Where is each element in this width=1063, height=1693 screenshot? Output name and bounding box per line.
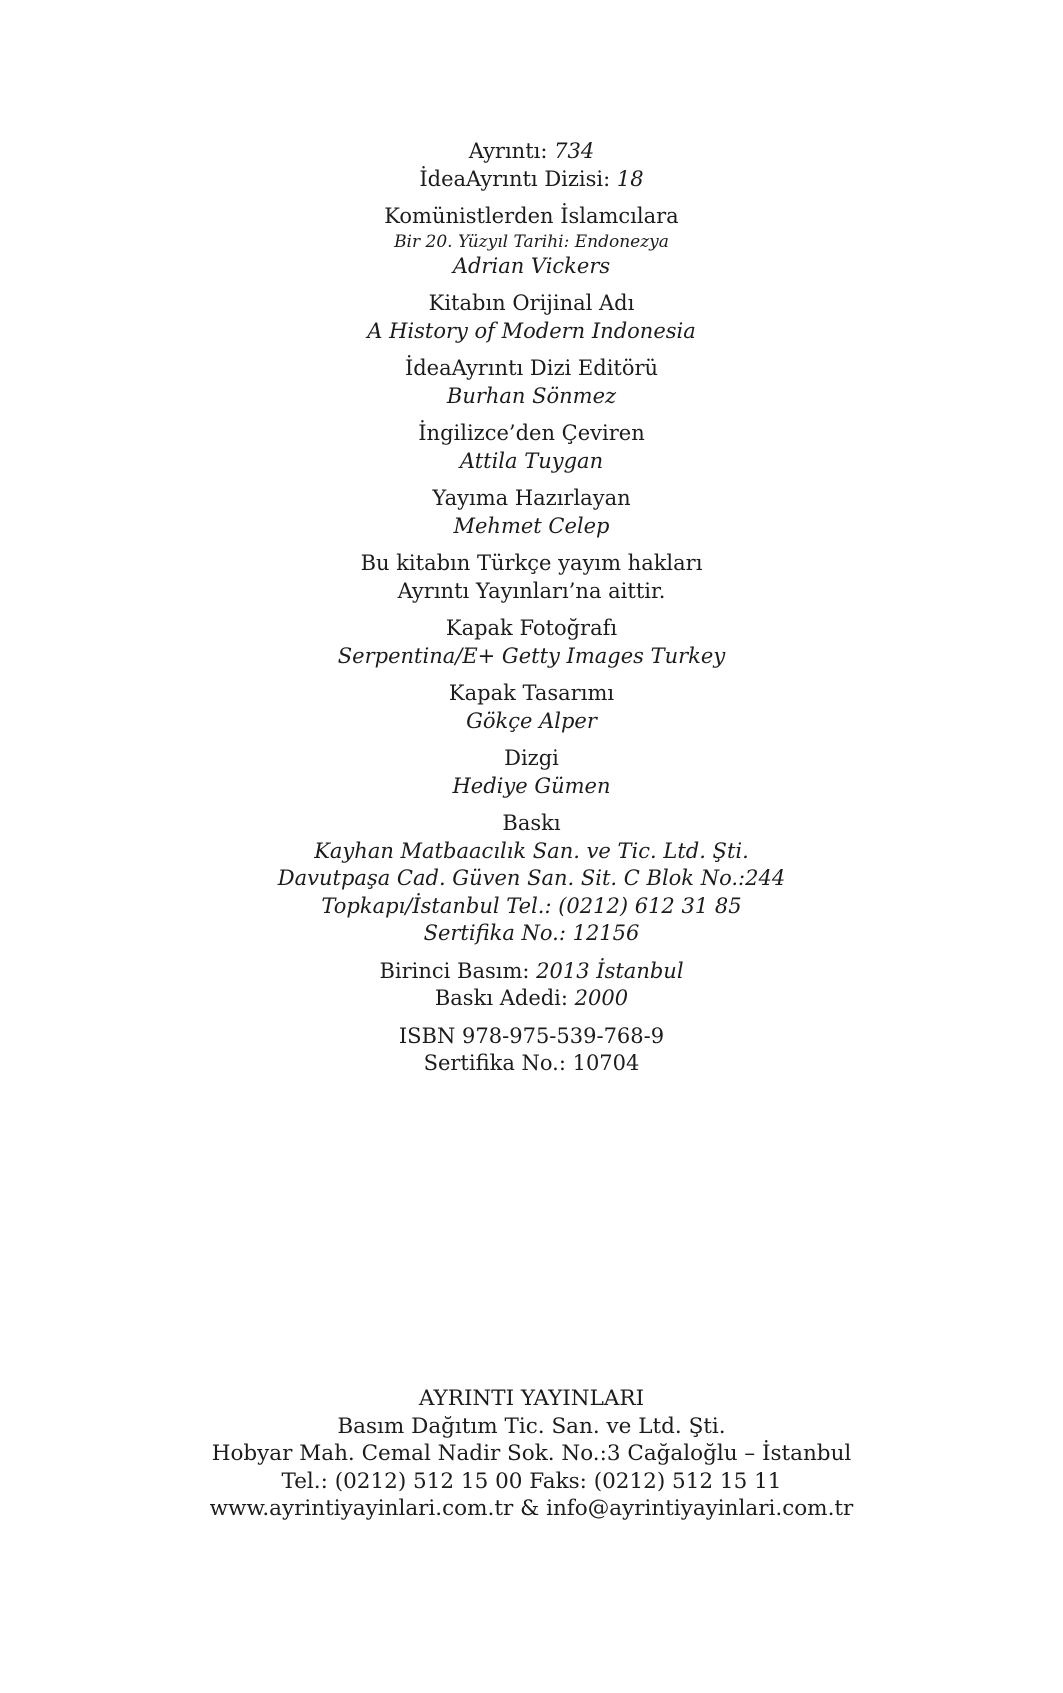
typesetting-value: Hediye Gümen (452, 773, 611, 798)
book-author: Adrian Vickers (452, 253, 611, 278)
book-title: Komünistlerden İslamcılara (384, 204, 679, 228)
original-title-value: A History of Modern Indonesia (367, 318, 696, 343)
publisher-name: AYRINTI YAYINLARI (418, 1386, 645, 1411)
first-edition-line (0, 958, 1063, 986)
cover-design-value: Gökçe Alper (466, 708, 597, 733)
typesetting-label: Dizgi (504, 746, 559, 770)
book-title-block (0, 203, 1063, 280)
print-run-line (0, 985, 1063, 1013)
series-editor-value: Burhan Sönmez (446, 383, 617, 408)
series-editor-label: İdeaAyrıntı Dizi Editörü (404, 356, 659, 380)
rights-line-1: Bu kitabın Türkçe yayım hakları (360, 551, 703, 575)
cover-photo-block (0, 615, 1063, 670)
first-edition-value: 2013 İstanbul (536, 958, 684, 983)
original-title-label: Kitabın Orijinal Adı (428, 291, 635, 315)
series-idea-line (0, 166, 1063, 194)
printing-line-1: Kayhan Matbaacılık San. ve Tic. Ltd. Şti. (314, 838, 749, 863)
print-run-value: 2000 (574, 986, 629, 1010)
isbn-number: ISBN 978-975-539-768-9 (398, 1023, 665, 1048)
series-idea-label: İdeaAyrıntı Dizisi: (419, 166, 611, 191)
prepared-by-label: Yayıma Hazırlayan (432, 486, 631, 510)
cover-photo-value: Serpentina/E+ Getty Images Turkey (337, 643, 726, 668)
print-run-label: Baskı Adedi: (434, 986, 568, 1010)
cover-photo-label: Kapak Fotoğrafı (445, 616, 618, 640)
prepared-by-block (0, 485, 1063, 540)
translator-label: İngilizce’den Çeviren (418, 421, 645, 445)
publisher-imprint (0, 1385, 1063, 1523)
series-idea-number: 18 (616, 166, 644, 191)
cover-design-block (0, 680, 1063, 735)
series-info (0, 138, 1063, 193)
series-ayrinti-label: Ayrıntı: (468, 139, 548, 163)
colophon-details (0, 138, 1063, 1088)
first-edition-label: Birinci Basım: (379, 958, 530, 983)
series-ayrinti-line (0, 138, 1063, 166)
isbn-block (0, 1023, 1063, 1078)
publisher-web: www.ayrintiyayinlari.com.tr & info@ayrintiyayinlari.com.tr (209, 1496, 854, 1521)
printing-label: Baskı (502, 811, 561, 835)
isbn-certificate: Sertifika No.: 10704 (423, 1051, 640, 1075)
series-ayrinti-number: 734 (554, 139, 595, 163)
printing-line-3: Topkapı/İstanbul Tel.: (0212) 612 31 85 (321, 893, 742, 918)
edition-block (0, 958, 1063, 1013)
publisher-phone: Tel.: (0212) 512 15 00 Faks: (0212) 512 15 11 (281, 1468, 782, 1494)
series-editor-block (0, 355, 1063, 410)
printing-line-2: Davutpaşa Cad. Güven San. Sit. C Blok No.:244 (277, 866, 786, 890)
printing-block (0, 810, 1063, 948)
original-title-block (0, 290, 1063, 345)
cover-design-label: Kapak Tasarımı (448, 681, 615, 705)
book-subtitle: Bir 20. Yüzyıl Tarihi: Endonezya (394, 231, 669, 252)
prepared-by-value: Mehmet Celep (453, 513, 610, 538)
translator-value: Attila Tuygan (459, 448, 604, 473)
printing-line-4: Sertifika No.: 12156 (423, 921, 640, 945)
publisher-address: Hobyar Mah. Cemal Nadir Sok. No.:3 Cağaloğlu – İstanbul (211, 1441, 852, 1466)
translator-block (0, 420, 1063, 475)
typesetting-block (0, 745, 1063, 800)
rights-block (0, 550, 1063, 605)
publisher-company: Basım Dağıtım Tic. San. ve Ltd. Şti. (337, 1413, 726, 1439)
rights-line-2: Ayrıntı Yayınları’na aittir. (397, 578, 666, 603)
